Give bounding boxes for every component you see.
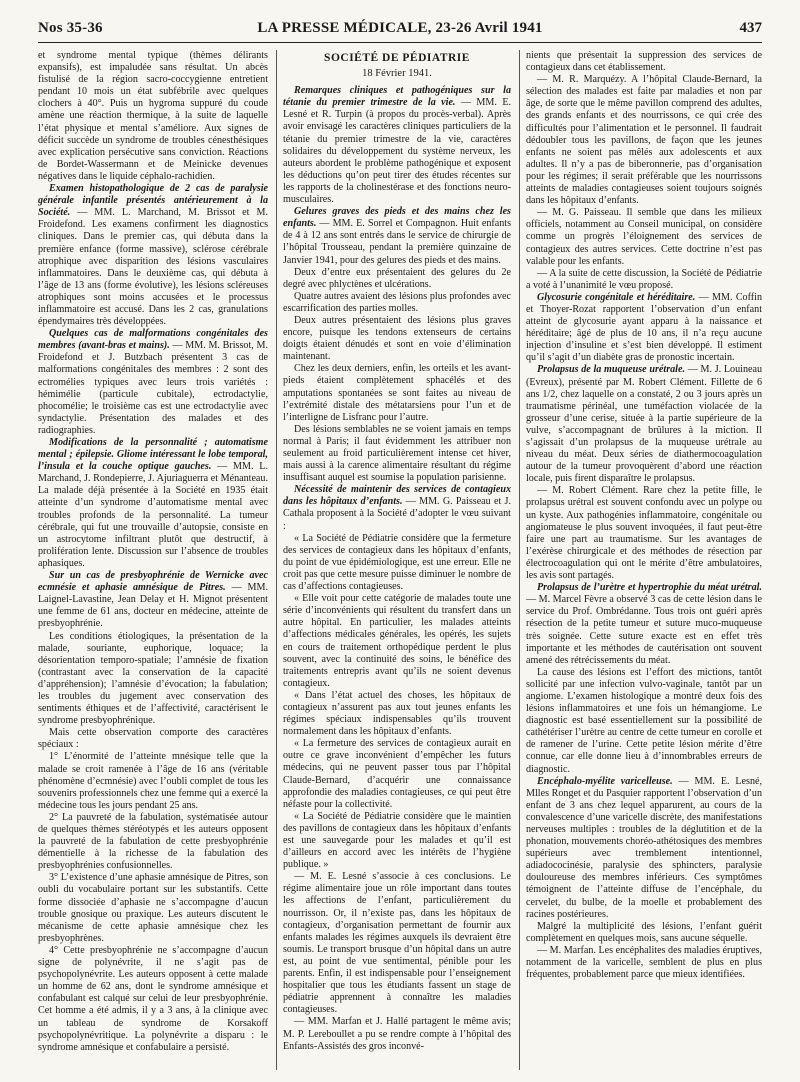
communication-title: Nécessité de maintenir des services de contagieux dans les hôpitaux d’enfants. — [283, 484, 511, 508]
paragraph — [38, 812, 268, 872]
communication-title: Prolapsus de l’urètre et hypertrophie du méat urétral. — [537, 582, 762, 594]
paragraph-text: 2° La pauvreté de la fabulation, systématisée autour de quelques thèmes stéréotypés et les auteurs opposent la pauvreté de la fabulation de cette presbyophrénie démentielle à la richesse de la fabulation des presbyophrénies confusionnelles. — [38, 811, 268, 872]
paragraph-text: — M. Robert Clément. Rare chez la petite fille, le prolapsus urétral est souvent confondu avec un polype ou un kyste. Aux pathogénies inflammatoire, congénitale ou angiomateuse le plus souvent invoquées, il faut peut-être faire une part au traumatisme. Sur les avantages de l’exérèse chirurgicale et des méthodes de résection par électrocoagulation qui ont le mérite d’être ambulatoires, les avis sont partagés. — [526, 485, 762, 582]
communication-title: Prolapsus de la muqueuse urétrale. — [537, 364, 685, 376]
paragraph — [526, 776, 762, 921]
paragraph — [38, 570, 268, 630]
paragraph-text: — MM. E. Lesné, Mlles Ronget et du Pasquier rapportent l’observation d’un enfant de 3 ans chez lequel apparurent, au cours de la convalescence d’une varicelle discrète, des manifestations nerveuses multiples : troubles de la déglutition et de la phonation, mouvements choréo-athétosiques des membres supérieurs avec tremblement intentionnel, adiadococinésie, paralysie des sphincters, paralysie douloureuse des membres inférieurs. Ces symptômes témoignent de l’atteinte diffuse de l’encéphale, du cervelet, du bulbe, de la moelle et probablement des racines postérieures. — [526, 775, 762, 920]
paragraph-text: « Elle voit pour cette catégorie de malades toute une série d’inconvénients qui résultent du transfert dans un autre hôpital. En particulier, les malades atteints d’affections médicales générales, les opérés, les sujets en cours de traitement orthopédique perdent le plus souvent, avec la continuité des soins, le bénéfice des traitements entrepris avant qu’ils ne soient devenus contagieux. — [283, 593, 511, 689]
journal-title: LA PRESSE MÉDICALE, 23-26 Avril 1941 — [257, 20, 543, 36]
column-divider — [519, 50, 520, 1070]
paragraph-text: et syndrome mental typique (thèmes délirants expansifs), est impaludée sans résultat. Un abcès fistulisé de la région sacro-coccygienne entretient pendant 10 mois un état subfébrile avec quelques clochers à 40°. Puis un hygroma suppuré du coude amène une réaction thermique, à la suite de laquelle l’état physique et mental s’améliore. Aux signes de déficit succède un syndrome de troubles cénesthésiques avec explication persécutive sans conviction. Réactions de Bordet-Wassermann et de Meinicke devenues négatives dans le liquide céphalo-rachidien. — [38, 50, 268, 182]
paragraph — [283, 363, 511, 423]
paragraph — [526, 364, 762, 485]
paragraph — [283, 267, 511, 291]
paragraph — [526, 74, 762, 207]
paragraph — [526, 207, 762, 267]
paragraph-text: « La fermeture des services de contagieux aurait en outre ce grave inconvénient d’empêcher les futurs médecins, qui ne peuvent passer tous par l’hôpital Claude-Bernard, d’acquérir une connaissance approfondie des maladies contagieuses, ce qui peut être néfaste pour la collectivité. — [283, 738, 511, 810]
communication-title: Gelures graves des pieds et des mains chez les enfants. — [283, 206, 511, 230]
paragraph-text: « La Société de Pédiatrie considère que le maintien des pavillons de contagieux dans les hôpitaux d’enfants est une sauvegarde pour les malades et qu’il est d’ailleurs en accord avec les intérêts de l’hygiène publique. » — [283, 810, 511, 871]
paragraph — [283, 811, 511, 871]
page-header — [38, 20, 762, 44]
paragraph — [38, 727, 268, 751]
communication-title: Quelques cas de malformations congénitales des membres (avant-bras et mains). — [38, 328, 268, 352]
paragraph — [38, 631, 268, 728]
paragraph-text: — M. R. Marquézy. A l’hôpital Claude-Bernard, la sélection des malades est faite par maladies et non par âge, de sorte que le même pavillon comprend des adultes, des grands enfants et des nourrissons, ce qui crée des difficultés pour l’alimentation et le personnel. Il faudrait dédoubler tous les pavillons, de façon que les jeunes enfants ne soient pas mêlés aux adolescents et aux adultes. Il n’y a pas de biberonnerie, pas d’organisation pour les régimes; il serait préférable que les nourrissons atteints de maladies contagieuses soient toujours soignés dans les hôpitaux d’enfants. — [526, 74, 762, 207]
paragraph-text: Malgré la multiplicité des lésions, l’enfant guérit complètement en quelques mois, sans aucune séquelle. — [526, 920, 762, 944]
paragraph-text: Des lésions semblables ne se voient jamais en temps normal à Paris; il faut évidemment les attribuer non seulement au froid particulièrement intense cet hiver, mais aussi à la carence alimentaire résultant du régime insuffisant auquel est soumise la population parisienne. — [283, 423, 511, 484]
paragraph — [526, 268, 762, 292]
paragraph — [283, 690, 511, 738]
issue-number: Nos 35-36 — [38, 20, 103, 36]
column-3 — [526, 50, 762, 1075]
session-date: 18 Février 1941. — [362, 68, 432, 80]
paragraph — [283, 85, 511, 206]
paragraph — [526, 667, 762, 776]
paragraph-text: Deux d’entre eux présentaient des gelures du 2e degré avec phlyctènes et ulcérations. — [283, 266, 511, 290]
paragraph-text: 1° L’énormité de l’atteinte mnésique telle que la malade se croit ramenée à l’âge de 16 ans (véritable phénomène d’ecmnésie) avec l’oubli complet de tous les souvenirs professionnels chez une femme qui a exercé la médecine tous les jours pendant 25 ans. — [38, 751, 268, 811]
paragraph — [38, 945, 268, 1054]
communication-title: Examen histopathologique de 2 cas de paralysie générale infantile présentés antérieurement à la Société. — [38, 183, 268, 219]
paragraph — [38, 751, 268, 811]
paragraph — [526, 50, 762, 74]
paragraph-text: — MM. E. Lesné et R. Turpin (à propos du procès-verbal). Après avoir envisagé les caractères cliniques particuliers de la tétanie du premier trimestre de la vie, caractères solidaires du développement du système nerveux, les auteurs abordent le problème pathogénique et exposent les déductions qu’on peut tirer des études récentes sur les rapports de la cholinestérase et des fonctions neuro-musculaires. — [283, 97, 511, 206]
paragraph — [526, 921, 762, 945]
paragraph-text: 3° L’existence d’une aphasie amnésique de Pitres, son oubli du vocabulaire portant sur les substantifs. Cette forme dissociée d’aphasie ne s’accompagne d’aucun trouble gnosique ou praxique. Les auteurs discutent le mécanisme de cette aphasie amnésique chez les presbyophrènes. — [38, 872, 268, 944]
paragraph-text: — MM. L. Marchand, J. Rondepierre, J. Ajuriaguerra et Ménanteau. La malade déjà présentée à la Société en 1935 était atteinte d’un syndrome d’automatisme mental avec troubles profonds de la personnalité. La tumeur cérébrale, qui fut une trouvaille d’autopsie, consiste en un astrocytome infiltrant plutôt que destructif, à prolifération lente. Discussion sur l’absence de troubles aphasiques. — [38, 461, 268, 569]
column-1 — [38, 50, 268, 1075]
communication-title: Remarques cliniques et pathogéniques sur la tétanie du premier trimestre de la vie. — [283, 85, 511, 109]
paragraph-text: « Dans l’état actuel des choses, les hôpitaux de contagieux n’assurent pas aux tout jeunes enfants les régimes spéciaux indispensables qu’ils trouvent normalement dans les hôpitaux d’enfants. — [283, 689, 511, 738]
section-heading: SOCIÉTÉ DE PÉDIATRIE — [324, 52, 470, 64]
paragraph — [283, 1016, 511, 1052]
communication-title: Sur un cas de presbyophrénie de Wernicke avec ecmnésie et aphasie amnésique de Pitres. — [38, 570, 268, 594]
paragraph-text: — MM. Coffin et Thoyer-Rozat rapportent l’observation d’un enfant atteint de glycosurie ayant apparu à la naissance et héréditaire; âgé de plus de 10 ans, il n’a reçu aucune injection d’insuline et s’est bien développé. Il estiment qu’il s’agit d’un diabète gras de pronostic incertain. — [526, 291, 762, 364]
paragraph-text: — M. G. Paisseau. Il semble que dans les milieux officiels, notamment au Conseil municipal, on considère comme un progrès l’éloignement des services de contagieux des autres services. Cette doctrine n’est pas valable pour les enfants. — [526, 207, 762, 267]
communication-title: Modifications de la personnalité ; automatisme mental ; épilepsie. Gliome intéressant le lobe temporal, l’insula et la couche optique gauches. — [38, 437, 268, 473]
paragraph — [526, 292, 762, 365]
communication-title: Glycosurie congénitale et héréditaire. — [537, 291, 696, 303]
paragraph-text: — A la suite de cette discussion, la Société de Pédiatrie a voté à l’unanimité le vœu proposé. — [526, 267, 762, 291]
paragraph — [526, 485, 762, 582]
paragraph-text: — MM. G. Paisseau et J. Cathala proposent à la Société d’adopter le vœu suivant : — [283, 496, 511, 532]
paragraph — [526, 582, 762, 667]
paragraph-text: Mais cette observation comporte des caractères spéciaux : — [38, 727, 268, 751]
paragraph — [283, 533, 511, 593]
paragraph — [283, 871, 511, 1016]
paragraph — [38, 328, 268, 437]
paragraph — [283, 424, 511, 484]
paragraph-text: — MM. E. Sorrel et Compagnon. Huit enfants de 4 à 12 ans sont entrés dans le service de chirurgie de l’hôpital Trousseau, pendant la première quinzaine de Janvier 1941, pour des gelures des pieds et des mains. — [283, 218, 511, 266]
paragraph-text: Les conditions étiologiques, la présentation de la malade, souriante, euphorique, loquace; la désorientation temporo-spatiale; l’amnésie de fixation (contrastant avec la conservation de la capacité d’appréhension); l’amnésie d’évocation; la fabulation; les troubles du jugement avec conservation des sentiments éthiques et de l’affectivité, caractérisent le syndrome presbyophrénique. — [38, 630, 268, 727]
paragraph-text: nients que présentait la suppression des services de contagieux dans cet établissement. — [526, 50, 762, 74]
paragraph — [283, 206, 511, 266]
paragraph-text: — MM. L. Marchand, M. Brissot et M. Froidefond. Les examens confirment les diagnostics cliniques. Dans le premier cas, qui débuta dans la première enfance (forme massive), sclérose cérébrale atrophique avec disparition des lésions vasculaires inflammatoires. Dans le deuxième cas, qui débuta à l’âge de 13 ans (forme évolutive), les lésions scléreuses atrophiques sont moins accusées et le processus inflammatoire est accusé. Dans les 2 cas, granulations épendymaires très développées. — [38, 207, 268, 328]
paragraph-text: — M. J. Louineau (Evreux), présenté par M. Robert Clément. Fillette de 6 ans 1/2, chez laquelle on a constaté, 2 ou 3 jours après un traumatisme périnéal, une tuméfaction violacée de la grosseur d’une cerise, située à la partie supérieure de la vulve, s’accompagnant de brûlures à la miction. Il s’agissait d’un prolapsus de la muqueuse urétrale au niveau du méat. Deux séries de diathermocoagulation autour de la tumeur provoquèrent d’abord une réaction locale, puis firent disparaître le prolapsus. — [526, 364, 762, 485]
column-divider — [276, 50, 277, 1070]
paragraph — [283, 291, 511, 315]
paragraph — [526, 945, 762, 981]
paragraph-text: — MM. M. Brissot, M. Froidefond et J. Butzbach présentent 3 cas de malformations congénitales des membres : 2 sont des ectromélies typiques avec leurs trois variétés : hémimélie (particule cubitale), ectrodactylie, phocomélie; le troisième cas est une ectrodactylie avec syndactylie. Présentation des malades et des radiographies. — [38, 340, 268, 436]
paragraph — [283, 738, 511, 811]
paragraph-text: Quatre autres avaient des lésions plus profondes avec escarrification des parties molles. — [283, 290, 511, 314]
paragraph-text: — MM. Marfan et J. Hallé partagent le même avis; M. P. Lereboullet a pu se rendre compte à l’hôpital des Enfants-Assistés des gros inconvé- — [283, 1016, 511, 1052]
paragraph — [38, 437, 268, 570]
paragraph-text: — M. Marcel Fèvre a observé 3 cas de cette lésion dans le service du Prof. Ombrédanne. Tous trois ont guéri après résection de la petite tumeur et suture muco-muqueuse très soignée. Cette suture exacte est en effet très importante et les méthodes de cautérisation ont souvent amené des rétrécissements du méat. — [526, 594, 762, 666]
paragraph-text: — MM. Laignel-Lavastine, Jean Delay et H. Mignot présentent une femme de 61 ans, docteur en médecine, atteinte de presbyophrénie. — [38, 582, 268, 630]
header-rule — [38, 42, 762, 43]
paragraph — [283, 484, 511, 532]
paragraph — [38, 872, 268, 945]
paragraph — [283, 593, 511, 690]
column-2 — [283, 50, 511, 1075]
paragraph-text: « La Société de Pédiatrie considère que la fermeture des services de contagieux dans les hôpitaux d’enfants, du point de vue épidémiologique, est une erreur. Elle ne croit pas que cette mesure puisse diminuer le nombre de cas d’affections contagieuses. — [283, 532, 511, 593]
paragraph-text: 4° Cette presbyophrénie ne s’accompagne d’aucun signe de polynévrite, il ne s’agit pas de psychopolynévrite. Les auteurs opposent à cette malade un homme de 62 ans, dont le syndrome amnésique et confabulant est calqué sur celui de leur presbyophrénie. Cet homme a été admis, il y a 3 ans, à la clinique avec un tableau de syndrome de Korsakoff psychopolynévritique. La polynévrite a disparu : le syndrome amnésique et confabulaire a persisté. — [38, 944, 268, 1053]
page-number: 437 — [739, 20, 762, 36]
paragraph-text: Deux autres présentaient des lésions plus graves encore, puisque les tendons extenseurs de certains doigts étaient dénudés et sont en voie d’élimination maintenant. — [283, 314, 511, 363]
paragraph — [283, 315, 511, 363]
paragraph-text: La cause des lésions est l’effort des mictions, tantôt sollicité par une infection vulvo-vaginale, tantôt par un angiome. L’examen histologique a montré deux fois des lésions inflammatoires et une fois un hémangiome. Le diagnostic est basé essentiellement sur la possibilité de cathétériser l’urètre au centre de cette tumeur en corolle et de ramener de l’urine. Cette petite lésion mérite d’être connue, car elle donne lieu à d’innombrables erreurs de diagnostic. — [526, 666, 762, 775]
paragraph — [38, 183, 268, 328]
paragraph-text: — M. E. Lesné s’associe à ces conclusions. Le régime alimentaire joue un rôle important dans toutes les affections de l’enfant, particulièrement du nourrisson. Or, il n’existe pas, dans les hôpitaux de contagieux, d’organisation permettant de fournir aux enfants malades les régimes auxquels ils devraient être soumis. Le transport brusque d’un hôpital dans un autre est, au point de vue sentimental, pénible pour les parents. Enfin, il est indispensable pour l’enseignement hospitalier que tous les étudiants fassent un stage de pédiatrie apprennent à connaître les maladies contagieuses. — [283, 871, 511, 1016]
paragraph — [38, 50, 268, 183]
communication-title: Encéphalo-myélite varicelleuse. — [537, 775, 673, 787]
paragraph-text: Chez les deux derniers, enfin, les orteils et les avant-pieds étaient complètement sphacélés et des amputations spontanées se sont faites au niveau de l’extrémité distale des métatarsiens pour l’un et de l’interligne de Lisfranc pour l’autre. — [283, 363, 511, 423]
paragraph-text: — M. Marfan. Les encéphalites des maladies éruptives, notamment de la varicelle, semblent de plus en plus fréquentes, probablement parce que mieux identifiées. — [526, 944, 762, 981]
